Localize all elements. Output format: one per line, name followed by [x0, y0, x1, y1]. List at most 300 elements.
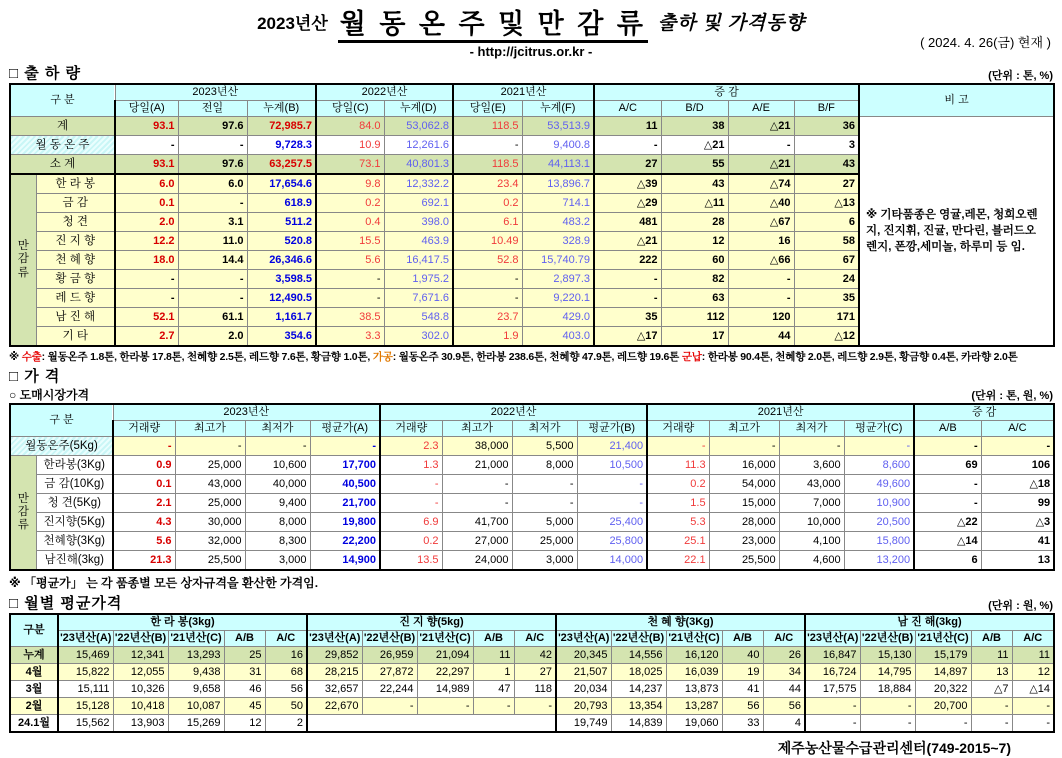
table-cell: 25.1: [647, 532, 709, 551]
header-diff: 증 감: [594, 84, 859, 101]
table-cell: -: [914, 494, 981, 513]
table-cell: 13,354: [611, 698, 666, 715]
table-cell: 16,847: [805, 647, 860, 664]
table-cell: 2: [265, 715, 307, 733]
table-cell: 10,500: [577, 456, 647, 475]
table-cell: -: [981, 437, 1054, 456]
table-cell: 3.3: [316, 327, 384, 347]
header-year-2022: 2022년산: [380, 404, 647, 421]
table-cell: 354.6: [247, 327, 316, 347]
site-url[interactable]: - http://jcitrus.or.kr -: [469, 44, 593, 59]
table-cell: -: [779, 437, 844, 456]
row-label: 월동온주(5Kg): [10, 437, 113, 456]
table-cell: 10.49: [453, 232, 522, 251]
table-cell: -: [577, 494, 647, 513]
row-label: 금 감(10Kg): [36, 475, 113, 494]
table-cell: 53,513.9: [522, 117, 594, 136]
column-header: 당일(C): [316, 101, 384, 117]
table-cell: △11: [661, 194, 728, 213]
table-cell: 28,215: [307, 664, 362, 681]
table-cell: 5.6: [113, 532, 175, 551]
row-label: 천혜향(3Kg): [36, 532, 113, 551]
column-header: '23년산(A): [805, 631, 860, 647]
column-header: 거래량: [113, 421, 175, 437]
remark-cell: ※ 기타품종은 영귤,레몬, 청희오렌지, 진지휘, 진귤, 만다린, 블러드오렌지, 폰깡,세미놀, 하루미 등 임.: [859, 117, 1054, 347]
table-cell: -: [709, 437, 779, 456]
table-cell: 1,161.7: [247, 308, 316, 327]
table-cell: 511.2: [247, 213, 316, 232]
row-label: 한 라 봉: [36, 174, 115, 194]
table-cell: 40,801.3: [384, 155, 453, 175]
table-cell: 25,800: [577, 532, 647, 551]
table-cell: △12: [794, 327, 859, 347]
price-subsection-bar: [9, 386, 1053, 403]
table-cell: 27,872: [362, 664, 417, 681]
column-header: 평균가(C): [844, 421, 914, 437]
price-footnote: ※ 「평균가」 는 각 품종별 모든 상자규격을 환산한 가격임.: [9, 576, 319, 590]
table-cell: 14,897: [915, 664, 971, 681]
table-cell: 14,795: [860, 664, 915, 681]
table-cell: -: [914, 437, 981, 456]
table-cell: 0.2: [647, 475, 709, 494]
column-header: A/C: [763, 631, 805, 647]
row-label: 계: [10, 117, 115, 136]
table-cell: 97.6: [178, 117, 247, 136]
table-cell: 0.4: [316, 213, 384, 232]
table-cell: 171: [794, 308, 859, 327]
table-cell: 0.2: [380, 532, 442, 551]
table-cell: 12.2: [115, 232, 178, 251]
table-cell: △17: [594, 327, 661, 347]
column-header: B/D: [661, 101, 728, 117]
section-title-monthly: □ 월별 평균가격: [9, 595, 123, 612]
table-cell: △3: [981, 513, 1054, 532]
table-cell: 38.5: [316, 308, 384, 327]
table-cell: 24: [794, 270, 859, 289]
table-cell: 32,657: [307, 681, 362, 698]
table-cell: -: [577, 475, 647, 494]
table-cell: -: [442, 475, 512, 494]
column-header: '22년산(B): [362, 631, 417, 647]
table-cell: 22,670: [307, 698, 362, 715]
table-cell: 53,062.8: [384, 117, 453, 136]
table-cell: 38,000: [442, 437, 512, 456]
table-cell: -: [362, 698, 417, 715]
table-cell: 12,261.6: [384, 136, 453, 155]
footnote-part: 군납: [681, 351, 702, 363]
column-header: 최저가: [245, 421, 310, 437]
table-cell: 18.0: [115, 251, 178, 270]
table-cell: -: [512, 494, 577, 513]
table-cell: 118: [514, 681, 556, 698]
table-cell: 7,000: [779, 494, 844, 513]
table-cell: 112: [661, 308, 728, 327]
table-cell: 23,000: [709, 532, 779, 551]
table-cell: 23.4: [453, 174, 522, 194]
row-label: 금 감: [36, 194, 115, 213]
table-cell: -: [971, 715, 1012, 733]
table-cell: 42: [514, 647, 556, 664]
column-header: 최고가: [442, 421, 512, 437]
column-header: '21년산(C): [168, 631, 224, 647]
table-cell: △13: [794, 194, 859, 213]
column-header: 최고가: [175, 421, 245, 437]
table-cell: 0.2: [316, 194, 384, 213]
table-cell: 3,000: [245, 551, 310, 571]
table-cell: 15,000: [709, 494, 779, 513]
header-year-2022: 2022년산: [316, 84, 453, 101]
table-cell: 8,000: [512, 456, 577, 475]
shipment-table: [9, 83, 1055, 347]
table-cell: 8,000: [245, 513, 310, 532]
table-cell: 13.5: [380, 551, 442, 571]
header-diff: 증 감: [914, 404, 1054, 421]
table-cell: 12: [661, 232, 728, 251]
table-cell: 18,025: [611, 664, 666, 681]
table-cell: 403.0: [522, 327, 594, 347]
table-cell: -: [115, 289, 178, 308]
table-cell: 16,000: [709, 456, 779, 475]
table-cell: -: [310, 437, 380, 456]
table-cell: 12: [1012, 664, 1054, 681]
table-cell: 17,700: [310, 456, 380, 475]
table-cell: 21,000: [442, 456, 512, 475]
table-cell: 14,900: [310, 551, 380, 571]
table-cell: -: [245, 437, 310, 456]
table-cell: 63,257.5: [247, 155, 316, 175]
table-cell: 46: [224, 681, 265, 698]
shipment-footnote: [9, 349, 1053, 364]
table-cell: 3,598.5: [247, 270, 316, 289]
table-cell: -: [178, 270, 247, 289]
table-cell: -: [316, 289, 384, 308]
table-cell: -: [728, 136, 794, 155]
subsection-title-wholesale: ○ 도매시장가격: [9, 388, 90, 402]
table-cell: 32,000: [175, 532, 245, 551]
table-cell: 118.5: [453, 155, 522, 175]
table-cell: 30,000: [175, 513, 245, 532]
table-cell: △14: [1012, 681, 1054, 698]
table-cell: 6.0: [178, 174, 247, 194]
column-header: 당일(A): [115, 101, 178, 117]
table-cell: △7: [971, 681, 1012, 698]
group-label: 만 감 류: [10, 174, 36, 346]
table-cell: 14,000: [577, 551, 647, 571]
table-cell: 120: [728, 308, 794, 327]
table-cell: 6: [914, 551, 981, 571]
column-header: 거래량: [380, 421, 442, 437]
table-cell: -: [442, 494, 512, 513]
table-cell: 16: [265, 647, 307, 664]
table-cell: 97.6: [178, 155, 247, 175]
table-cell: 22.1: [647, 551, 709, 571]
header-fruit-group: 천 혜 향(3Kg): [556, 614, 805, 631]
table-cell: 16: [728, 232, 794, 251]
table-cell: 21.3: [113, 551, 175, 571]
table-cell: 14.4: [178, 251, 247, 270]
table-cell: 47: [473, 681, 514, 698]
column-header: 전일: [178, 101, 247, 117]
table-cell: -: [178, 194, 247, 213]
table-cell: -: [115, 136, 178, 155]
table-cell: -: [860, 715, 915, 733]
title-suffix: 출하 및 가격동향: [657, 13, 805, 34]
table-cell: 43: [794, 155, 859, 175]
table-cell: -: [1012, 715, 1054, 733]
table-cell: 16,039: [666, 664, 722, 681]
table-cell: -: [178, 136, 247, 155]
table-cell: 38: [661, 117, 728, 136]
shipment-unit-label: (단위 : 톤, %): [988, 70, 1053, 82]
table-cell: 21,507: [556, 664, 611, 681]
table-cell: 52.8: [453, 251, 522, 270]
table-cell: 22,200: [310, 532, 380, 551]
table-cell: 13: [971, 664, 1012, 681]
header-fruit-group: 진 지 향(5kg): [307, 614, 556, 631]
footnote-part: 수출: [21, 351, 42, 363]
table-cell: 20,700: [915, 698, 971, 715]
section-title-price: □ 가 격: [9, 368, 61, 385]
column-header: '23년산(A): [307, 631, 362, 647]
table-cell: 17,575: [805, 681, 860, 698]
row-label: 진지향(5Kg): [36, 513, 113, 532]
table-cell: 13,873: [666, 681, 722, 698]
table-cell: -: [594, 289, 661, 308]
footnote-part: : 월동온주 1.8톤, 한라봉 17.8톤, 천혜향 2.5톤, 레드향 7.6톤, 황금향 1.0톤,: [41, 351, 373, 363]
table-cell: 10,326: [113, 681, 168, 698]
table-cell: 2.1: [113, 494, 175, 513]
table-cell: 0.9: [113, 456, 175, 475]
row-label: 3월: [10, 681, 58, 698]
footnote-part: 가공: [372, 351, 393, 363]
table-cell: 9,400.8: [522, 136, 594, 155]
table-cell: 10,900: [844, 494, 914, 513]
table-cell: 20,034: [556, 681, 611, 698]
row-label: 월 동 온 주: [10, 136, 115, 155]
header-year-2023: 2023년산: [113, 404, 380, 421]
table-cell: 12,490.5: [247, 289, 316, 308]
table-cell: 15,128: [58, 698, 113, 715]
table-cell: 27,000: [442, 532, 512, 551]
row-label: 4월: [10, 664, 58, 681]
column-header: '21년산(C): [417, 631, 473, 647]
table-cell: 56: [722, 698, 763, 715]
group-label: 만 감 류: [10, 456, 36, 571]
table-cell: 60: [661, 251, 728, 270]
table-cell: 45: [224, 698, 265, 715]
table-cell: -: [915, 715, 971, 733]
table-cell: 13,896.7: [522, 174, 594, 194]
table-cell: 13,200: [844, 551, 914, 571]
table-cell: 26,346.6: [247, 251, 316, 270]
table-cell: 118.5: [453, 117, 522, 136]
header-year-2023: 2023년산: [115, 84, 316, 101]
table-cell: -: [115, 270, 178, 289]
table-cell: 35: [794, 289, 859, 308]
table-cell: 15,740.79: [522, 251, 594, 270]
row-label: 남진해(3kg): [36, 551, 113, 571]
table-cell: 106: [981, 456, 1054, 475]
table-cell: -: [514, 698, 556, 715]
table-cell: -: [647, 437, 709, 456]
shipment-section-bar: [9, 62, 1053, 83]
table-cell: 27: [594, 155, 661, 175]
table-cell: -: [380, 475, 442, 494]
table-cell: 12,332.2: [384, 174, 453, 194]
table-cell: 14,237: [611, 681, 666, 698]
table-cell: -: [453, 270, 522, 289]
table-cell: 9,400: [245, 494, 310, 513]
table-cell: 61.1: [178, 308, 247, 327]
table-cell: 67: [794, 251, 859, 270]
table-cell: 50: [265, 698, 307, 715]
table-cell: 55: [661, 155, 728, 175]
table-cell: 3.1: [178, 213, 247, 232]
table-cell: 23.7: [453, 308, 522, 327]
row-label: 레 드 향: [36, 289, 115, 308]
column-header: A/B: [722, 631, 763, 647]
table-cell: 10.9: [316, 136, 384, 155]
table-cell: 0.2: [453, 194, 522, 213]
table-cell: 25,500: [709, 551, 779, 571]
table-cell: 84.0: [316, 117, 384, 136]
table-cell: -: [805, 715, 860, 733]
table-cell: 21,700: [310, 494, 380, 513]
table-cell: 44: [728, 327, 794, 347]
table-cell: 33: [722, 715, 763, 733]
table-cell: △14: [914, 532, 981, 551]
table-cell: 1.9: [453, 327, 522, 347]
table-cell: 63: [661, 289, 728, 308]
row-label: 청 견: [36, 213, 115, 232]
table-cell: -: [453, 289, 522, 308]
table-cell: -: [1012, 698, 1054, 715]
row-label: 청 견(5Kg): [36, 494, 113, 513]
column-header: 최저가: [779, 421, 844, 437]
table-cell: 483.2: [522, 213, 594, 232]
table-cell: 15,822: [58, 664, 113, 681]
row-label: 진 지 향: [36, 232, 115, 251]
table-cell: 25: [224, 647, 265, 664]
table-cell: 10,600: [245, 456, 310, 475]
table-cell: 20,793: [556, 698, 611, 715]
page-title: 월 동 온 주 및 만 감 류: [338, 9, 648, 43]
table-cell: 1: [473, 664, 514, 681]
table-cell: 6.0: [115, 174, 178, 194]
column-header: 누계(F): [522, 101, 594, 117]
table-cell: 6.9: [380, 513, 442, 532]
column-header: '21년산(C): [915, 631, 971, 647]
table-cell: 22,244: [362, 681, 417, 698]
table-cell: 1,975.2: [384, 270, 453, 289]
table-cell: 481: [594, 213, 661, 232]
table-cell: 40,500: [310, 475, 380, 494]
table-cell: △29: [594, 194, 661, 213]
table-cell: 6: [794, 213, 859, 232]
table-cell: 19: [722, 664, 763, 681]
table-cell: 4,600: [779, 551, 844, 571]
table-cell: 15,179: [915, 647, 971, 664]
table-cell: 22,297: [417, 664, 473, 681]
table-cell: 25,000: [175, 456, 245, 475]
table-cell: 5.6: [316, 251, 384, 270]
table-cell: -: [728, 289, 794, 308]
table-cell: 16,120: [666, 647, 722, 664]
table-cell: 7,671.6: [384, 289, 453, 308]
table-cell: 14,556: [611, 647, 666, 664]
table-cell: 93.1: [115, 117, 178, 136]
table-cell: -: [316, 270, 384, 289]
table-cell: -: [860, 698, 915, 715]
table-cell: 328.9: [522, 232, 594, 251]
table-cell: 548.8: [384, 308, 453, 327]
table-cell: 15.5: [316, 232, 384, 251]
table-cell: 20,500: [844, 513, 914, 532]
table-cell: 68: [265, 664, 307, 681]
table-cell: 54,000: [709, 475, 779, 494]
header-gubun: 구분: [10, 614, 58, 647]
column-header: A/C: [594, 101, 661, 117]
table-cell: -: [728, 270, 794, 289]
table-cell: 10,418: [113, 698, 168, 715]
table-cell: 26,959: [362, 647, 417, 664]
table-cell: 27: [514, 664, 556, 681]
column-header: A/C: [1012, 631, 1054, 647]
table-cell: 1.3: [380, 456, 442, 475]
table-cell: 15,469: [58, 647, 113, 664]
table-cell: △66: [728, 251, 794, 270]
header-year-2021: 2021년산: [647, 404, 914, 421]
footer-text: 제주농산물수급관리센터(749-2015~7): [777, 740, 1011, 756]
table-cell: 302.0: [384, 327, 453, 347]
table-cell: 3: [794, 136, 859, 155]
column-header: A/B: [914, 421, 981, 437]
table-cell: 14,839: [611, 715, 666, 733]
table-cell: 10,000: [779, 513, 844, 532]
table-cell: -: [178, 289, 247, 308]
table-cell: 2.7: [115, 327, 178, 347]
row-label: 2월: [10, 698, 58, 715]
row-label: 소 계: [10, 155, 115, 175]
table-cell: -: [805, 698, 860, 715]
header-fruit-group: 남 진 해(3kg): [805, 614, 1054, 631]
table-cell: 49,600: [844, 475, 914, 494]
table-cell: 41: [981, 532, 1054, 551]
table-cell: △21: [661, 136, 728, 155]
table-cell: 13,903: [113, 715, 168, 733]
table-cell: 15,130: [860, 647, 915, 664]
table-cell: -: [175, 437, 245, 456]
table-cell: 27: [794, 174, 859, 194]
table-cell: 25,000: [512, 532, 577, 551]
table-cell: 36: [794, 117, 859, 136]
table-cell: -: [971, 698, 1012, 715]
table-cell: 41: [722, 681, 763, 698]
table-cell: -: [380, 494, 442, 513]
column-header: 누계(D): [384, 101, 453, 117]
price-table: [9, 403, 1055, 571]
table-cell: 40: [722, 647, 763, 664]
header-gubun: 구 분: [10, 84, 115, 117]
column-header: A/C: [265, 631, 307, 647]
table-cell: △18: [981, 475, 1054, 494]
column-header: B/F: [794, 101, 859, 117]
report-date: ( 2024. 4. 26(금) 현재 ): [920, 35, 1051, 50]
table-cell: 8,600: [844, 456, 914, 475]
table-cell: 463.9: [384, 232, 453, 251]
table-cell: △74: [728, 174, 794, 194]
table-cell: △21: [728, 117, 794, 136]
